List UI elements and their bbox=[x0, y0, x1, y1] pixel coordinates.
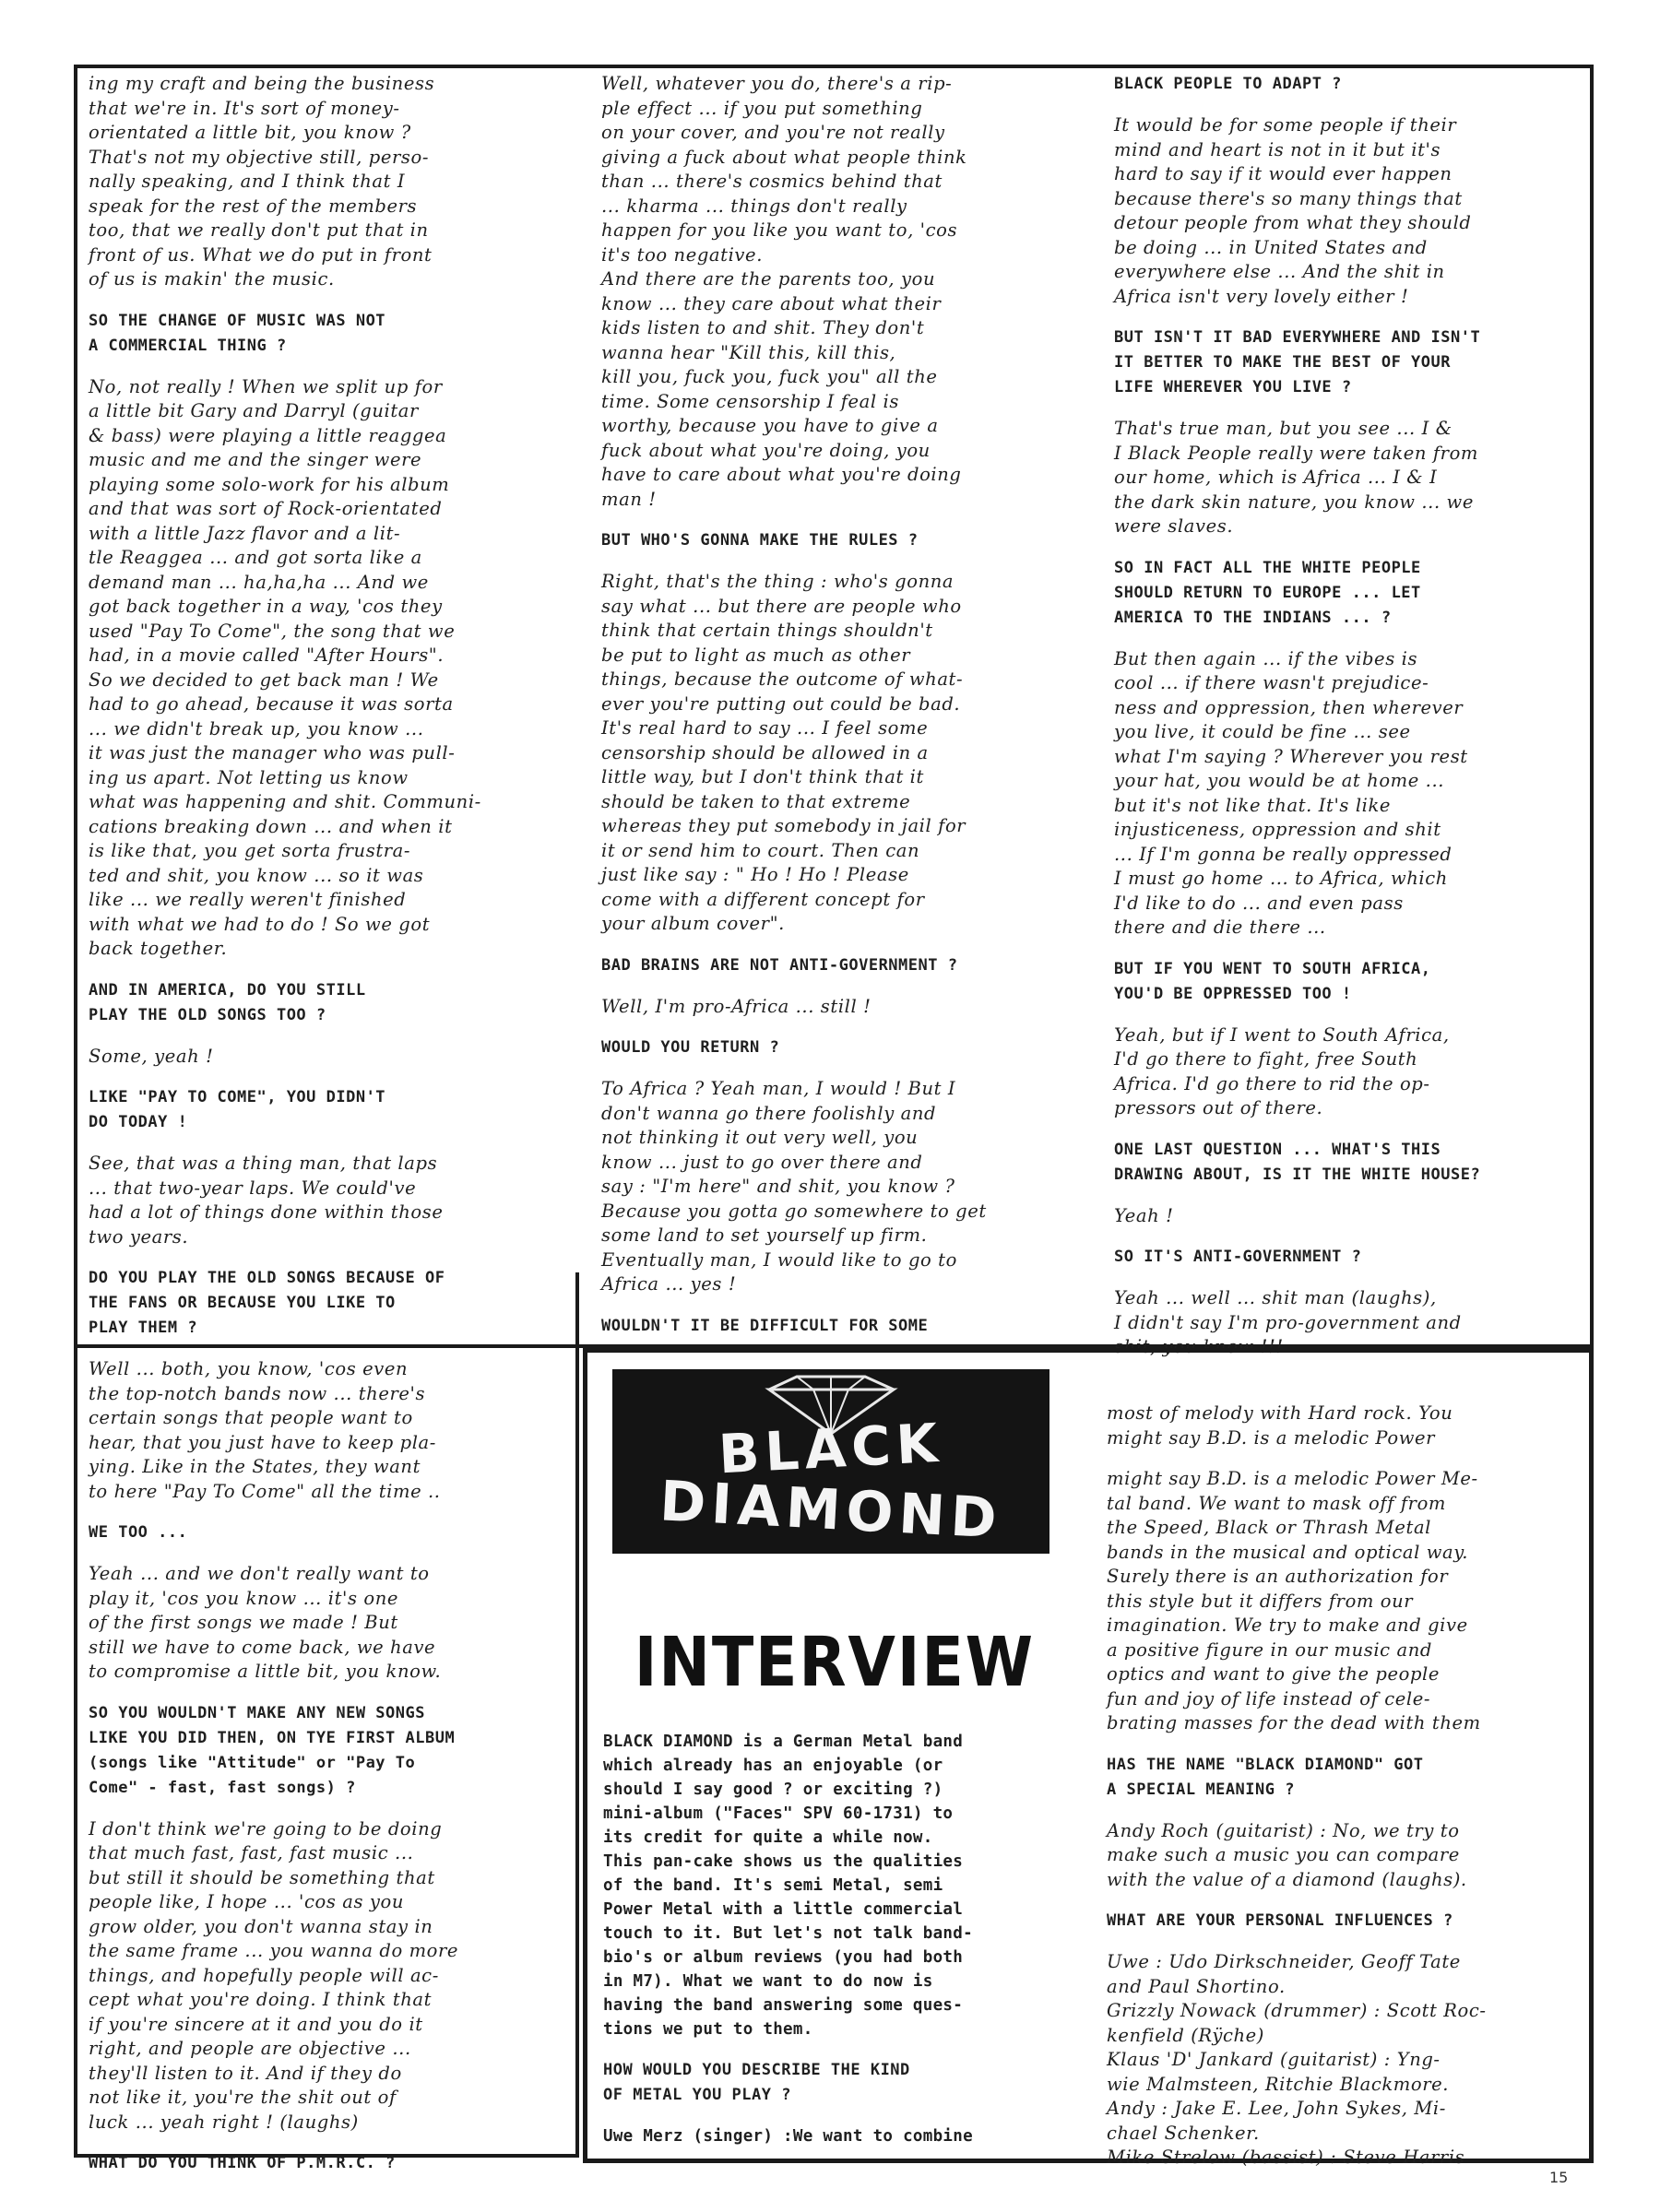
black-diamond-logo bbox=[612, 1369, 1049, 1554]
answer-paragraph: Andy Roch (guitarist) : No, we try to make such a music you can compare with the value of a diamond (laughs). bbox=[1107, 1819, 1467, 1890]
answer-paragraph: Right, that's the thing : who's gonna say what ... but there are people who think that certain things shouldn't be put to light as much as other things, because the outcome of what- ever you're putting out could be bad. It's real hard to say ... I feel some censorship should be allowed in a little way, but I don't think that it should be taken to that extreme whereas they put somebody in jail for it or send him to court. Then can just like say : " Ho ! Ho ! Please come with a different concept for your album cover". bbox=[601, 571, 966, 934]
question: LIKE "PAY TO COME", YOU DIDN'T DO TODAY ! bbox=[89, 1088, 386, 1131]
question: SO IT'S ANTI-GOVERNMENT ? bbox=[1114, 1248, 1362, 1266]
page-number: 15 bbox=[1549, 2169, 1569, 2186]
column-3 bbox=[1114, 72, 1586, 1357]
answer-paragraph: But then again ... if the vibes is cool ... if there wasn't prejudice- ness and oppression, then wherever you live, it could be fine ... see what I'm saying ? Wherever you rest your hat, you would be at home ... but it's not like that. It's like injusticeness, oppression and shit ... If I'm gonna be really oppressed I must go home ... to Africa, which I'd like to do ... and even pass there and die there ... bbox=[1114, 647, 1468, 938]
answer-paragraph: Yeah ! bbox=[1114, 1204, 1174, 1226]
question: BUT ISN'T IT BAD EVERYWHERE AND ISN'T IT BETTER TO MAKE THE BEST OF YOUR LIFE WHEREVER YOU LIVE ? bbox=[1114, 328, 1481, 396]
logo-word-black: BLACK bbox=[717, 1411, 945, 1486]
question: WE TOO ... bbox=[89, 1523, 188, 1542]
interview-title: INTERVIEW bbox=[634, 1623, 1035, 1702]
answer-paragraph: No, not really ! When we split up for a little bit Gary and Darryl (guitar & bass) were playing a little reaggea music and me and the singer were playing some solo-work for his album and that was sort of Rock-orientated with a little Jazz flavor and a lit- tle Reaggea ... and got sorta like a demand man ... ha,ha,ha ... And we got back together in a way, 'cos they used "Pay To Come", the song that we had, in a movie called "After Hours". So we decided to get back man ! We had to go ahead, because it was sorta ... we didn't break up, you know ... it was just the manager who was pull- ing us apart. Not letting us know what was happening and shit. Communi- cations breaking down ... and when it is like that, you get sorta frustra- ted and shit, you know ... so it was like ... we really weren't finished with what we had to do ! So we got back together. bbox=[89, 375, 481, 959]
question: WHAT ARE YOUR PERSONAL INFLUENCES ? bbox=[1107, 1911, 1453, 1930]
answer-paragraph: Some, yeah ! bbox=[89, 1045, 214, 1067]
question: BAD BRAINS ARE NOT ANTI-GOVERNMENT ? bbox=[601, 955, 958, 975]
answer-paragraph: BLACK DIAMOND is a German Metal band which already has an enjoyable (or should I say good ? or exciting ?) mini-album ("Faces" SPV 60-1731) to its credit for quite a while now. This pan-cake shows us the qualities of the band. It's semi Metal, semi Power Metal with a little commercial touch to it. But let's not talk band- bio's or album reviews (you had both in M7). What we want to do now is having the band answering some ques- tions we put to them. bbox=[603, 1733, 973, 2039]
question: BLACK PEOPLE TO ADAPT ? bbox=[1114, 75, 1342, 93]
question: BUT IF YOU WENT TO SOUTH AFRICA, YOU'D BE OPPRESSED TOO ! bbox=[1114, 959, 1431, 1003]
question: SO IN FACT ALL THE WHITE PEOPLE SHOULD RETURN TO EUROPE ... LET AMERICA TO THE INDIANS ... ? bbox=[1114, 558, 1421, 627]
question: DO YOU PLAY THE OLD SONGS BECAUSE OF THE FANS OR BECAUSE YOU LIKE TO PLAY THEM ? bbox=[89, 1269, 445, 1337]
answer-paragraph: Yeah, but if I went to South Africa, I'd go there to fight, free South Africa. I'd go there to rid the op- pressors out of there. bbox=[1114, 1023, 1450, 1118]
question: WOULDN'T IT BE DIFFICULT FOR SOME bbox=[601, 1316, 929, 1335]
answer-paragraph: To Africa ? Yeah man, I would ! But I don't wanna go there foolishly and not thinking it out very well, you know ... just to go over there and say : "I'm here" and shit, you know ? Because you gotta go somewhere to get some land to set yourself up firm. Eventually man, I would like to go to Africa ... yes ! bbox=[601, 1078, 987, 1295]
answer-paragraph: Yeah ... well ... shit man (laughs), I didn't say I'm pro-government and shit, you know !!! bbox=[1114, 1287, 1462, 1357]
answer-paragraph: Well, whatever you do, there's a rip- ple effect ... if you put something on your cover, and you're not really giving a fuck about what people think than ... there's cosmics behind that ... kharma ... things don't really happen for you like you want to, 'cos it's too negative. And there are the parents too, you know ... they care about what their kids listen to and shit. They don't wanna hear "Kill this, kill this, kill you, fuck you, fuck you" all the time. Some censorship I feal is worthy, because you have to give a fuck about what you're doing, you have to care about what you're doing man ! bbox=[601, 73, 967, 510]
question: WOULD YOU RETURN ? bbox=[601, 1038, 780, 1057]
question: BUT WHO'S GONNA MAKE THE RULES ? bbox=[601, 531, 919, 550]
question: AND IN AMERICA, DO YOU STILL PLAY THE OLD SONGS TOO ? bbox=[89, 980, 366, 1024]
question: ONE LAST QUESTION ... WHAT'S THIS DRAWING ABOUT, IS IT THE WHITE HOUSE? bbox=[1114, 1140, 1481, 1184]
answer-paragraph: might say B.D. is a melodic Power Me- tal band. We want to mask off from the Speed, Black or Thrash Metal bands in the musical and optical way. Surely there is an authorization for this style but it differs from our imagination. We try to make and give a positive figure in our music and optics and want to give the people fun and joy of life instead of cele- brating masses for the dead with them bbox=[1107, 1468, 1481, 1733]
answer-paragraph: Well ... both, you know, 'cos even the top-notch bands now ... there's certain songs that people want to hear, that you just have to keep pla- ying. Like in the States, they want to here "Pay To Come" all the time .. bbox=[89, 1358, 441, 1502]
answer-paragraph: I don't think we're going to be doing that much fast, fast, fast music ... but still it should be something that people like, I hope ... 'cos as you grow older, you don't wanna stay in the same frame ... you wanna do more things, and hopefully people will ac- cept what you're doing. I think that if you're sincere at it and you do it right, and people are objective ... they'll listen to it. And if they do not like it, you're the shit out of luck ... yeah right ! (laughs) bbox=[89, 1817, 459, 2133]
answer-paragraph: ing my craft and being the business that we're in. It's sort of money- orientated a little bit, you know ? That's not my objective still, perso- nally speaking, and I think that I speak for the rest of the members too, that we really don't put that in front of us. What we do put in front of us is makin' the music. bbox=[89, 73, 435, 290]
answer-paragraph: See, that was a thing man, that laps ... that two-year laps. We could've had a lot of things done within those two years. bbox=[89, 1153, 444, 1248]
black-diamond-intro-column bbox=[603, 1730, 1077, 2156]
question: HOW WOULD YOU DESCRIBE THE KIND OF METAL YOU PLAY ? bbox=[603, 2061, 910, 2104]
black-diamond-answers-column bbox=[1107, 1402, 1581, 2168]
answer-paragraph: That's true man, but you see ... I & I Black People really were taken from our home, which is Africa ... I & I the dark skin nature, you know ... we were slaves. bbox=[1114, 418, 1479, 537]
question: SO YOU WOULDN'T MAKE ANY NEW SONGS LIKE YOU DID THEN, ON TYE FIRST ALBUM (songs like "Attitude" or "Pay To Come" - fast, fast songs) ? bbox=[89, 1703, 456, 1797]
question: HAS THE NAME "BLACK DIAMOND" GOT A SPECIAL MEANING ? bbox=[1107, 1755, 1424, 1799]
answer-paragraph: Uwe Merz (singer) :We want to combine bbox=[603, 2127, 973, 2146]
answer-paragraph: It would be for some people if their mind and heart is not in it but it's hard to say if it would ever happen because there's so many things that detour people from what they should be doing ... in United States and everywhere else ... And the shit in Africa isn't very lovely either ! bbox=[1114, 114, 1472, 307]
column-2 bbox=[601, 72, 1081, 1344]
answer-paragraph: Yeah ... and we don't really want to play it, 'cos you know ... it's one of the first songs we made ! But still we have to come back, we have to compromise a little bit, you know. bbox=[89, 1563, 442, 1682]
question: SO THE CHANGE OF MUSIC WAS NOT A COMMERCIAL THING ? bbox=[89, 311, 386, 355]
column-1 bbox=[89, 72, 568, 2172]
logo-word-diamond: DIAMOND bbox=[658, 1469, 1004, 1552]
answer-paragraph: Well, I'm pro-Africa ... still ! bbox=[601, 995, 872, 1017]
question: WHAT DO YOU THINK OF P.M.R.C. ? bbox=[89, 2154, 396, 2172]
answer-paragraph: most of melody with Hard rock. You might say B.D. is a melodic Power bbox=[1107, 1402, 1453, 1449]
answer-paragraph: Uwe : Udo Dirkschneider, Geoff Tate and Paul Shortino. Grizzly Nowack (drummer) : Scott Roc- kenfield (Rÿche) Klaus 'D' Jankard (guitarist) : Yng- wie Malmsteen, Ritchie Blackmore. Andy : Jake E. Lee, John Sykes, Mi- chael Schenker. Mike Strelow (bassist) : Steve Harris bbox=[1107, 1951, 1487, 2168]
